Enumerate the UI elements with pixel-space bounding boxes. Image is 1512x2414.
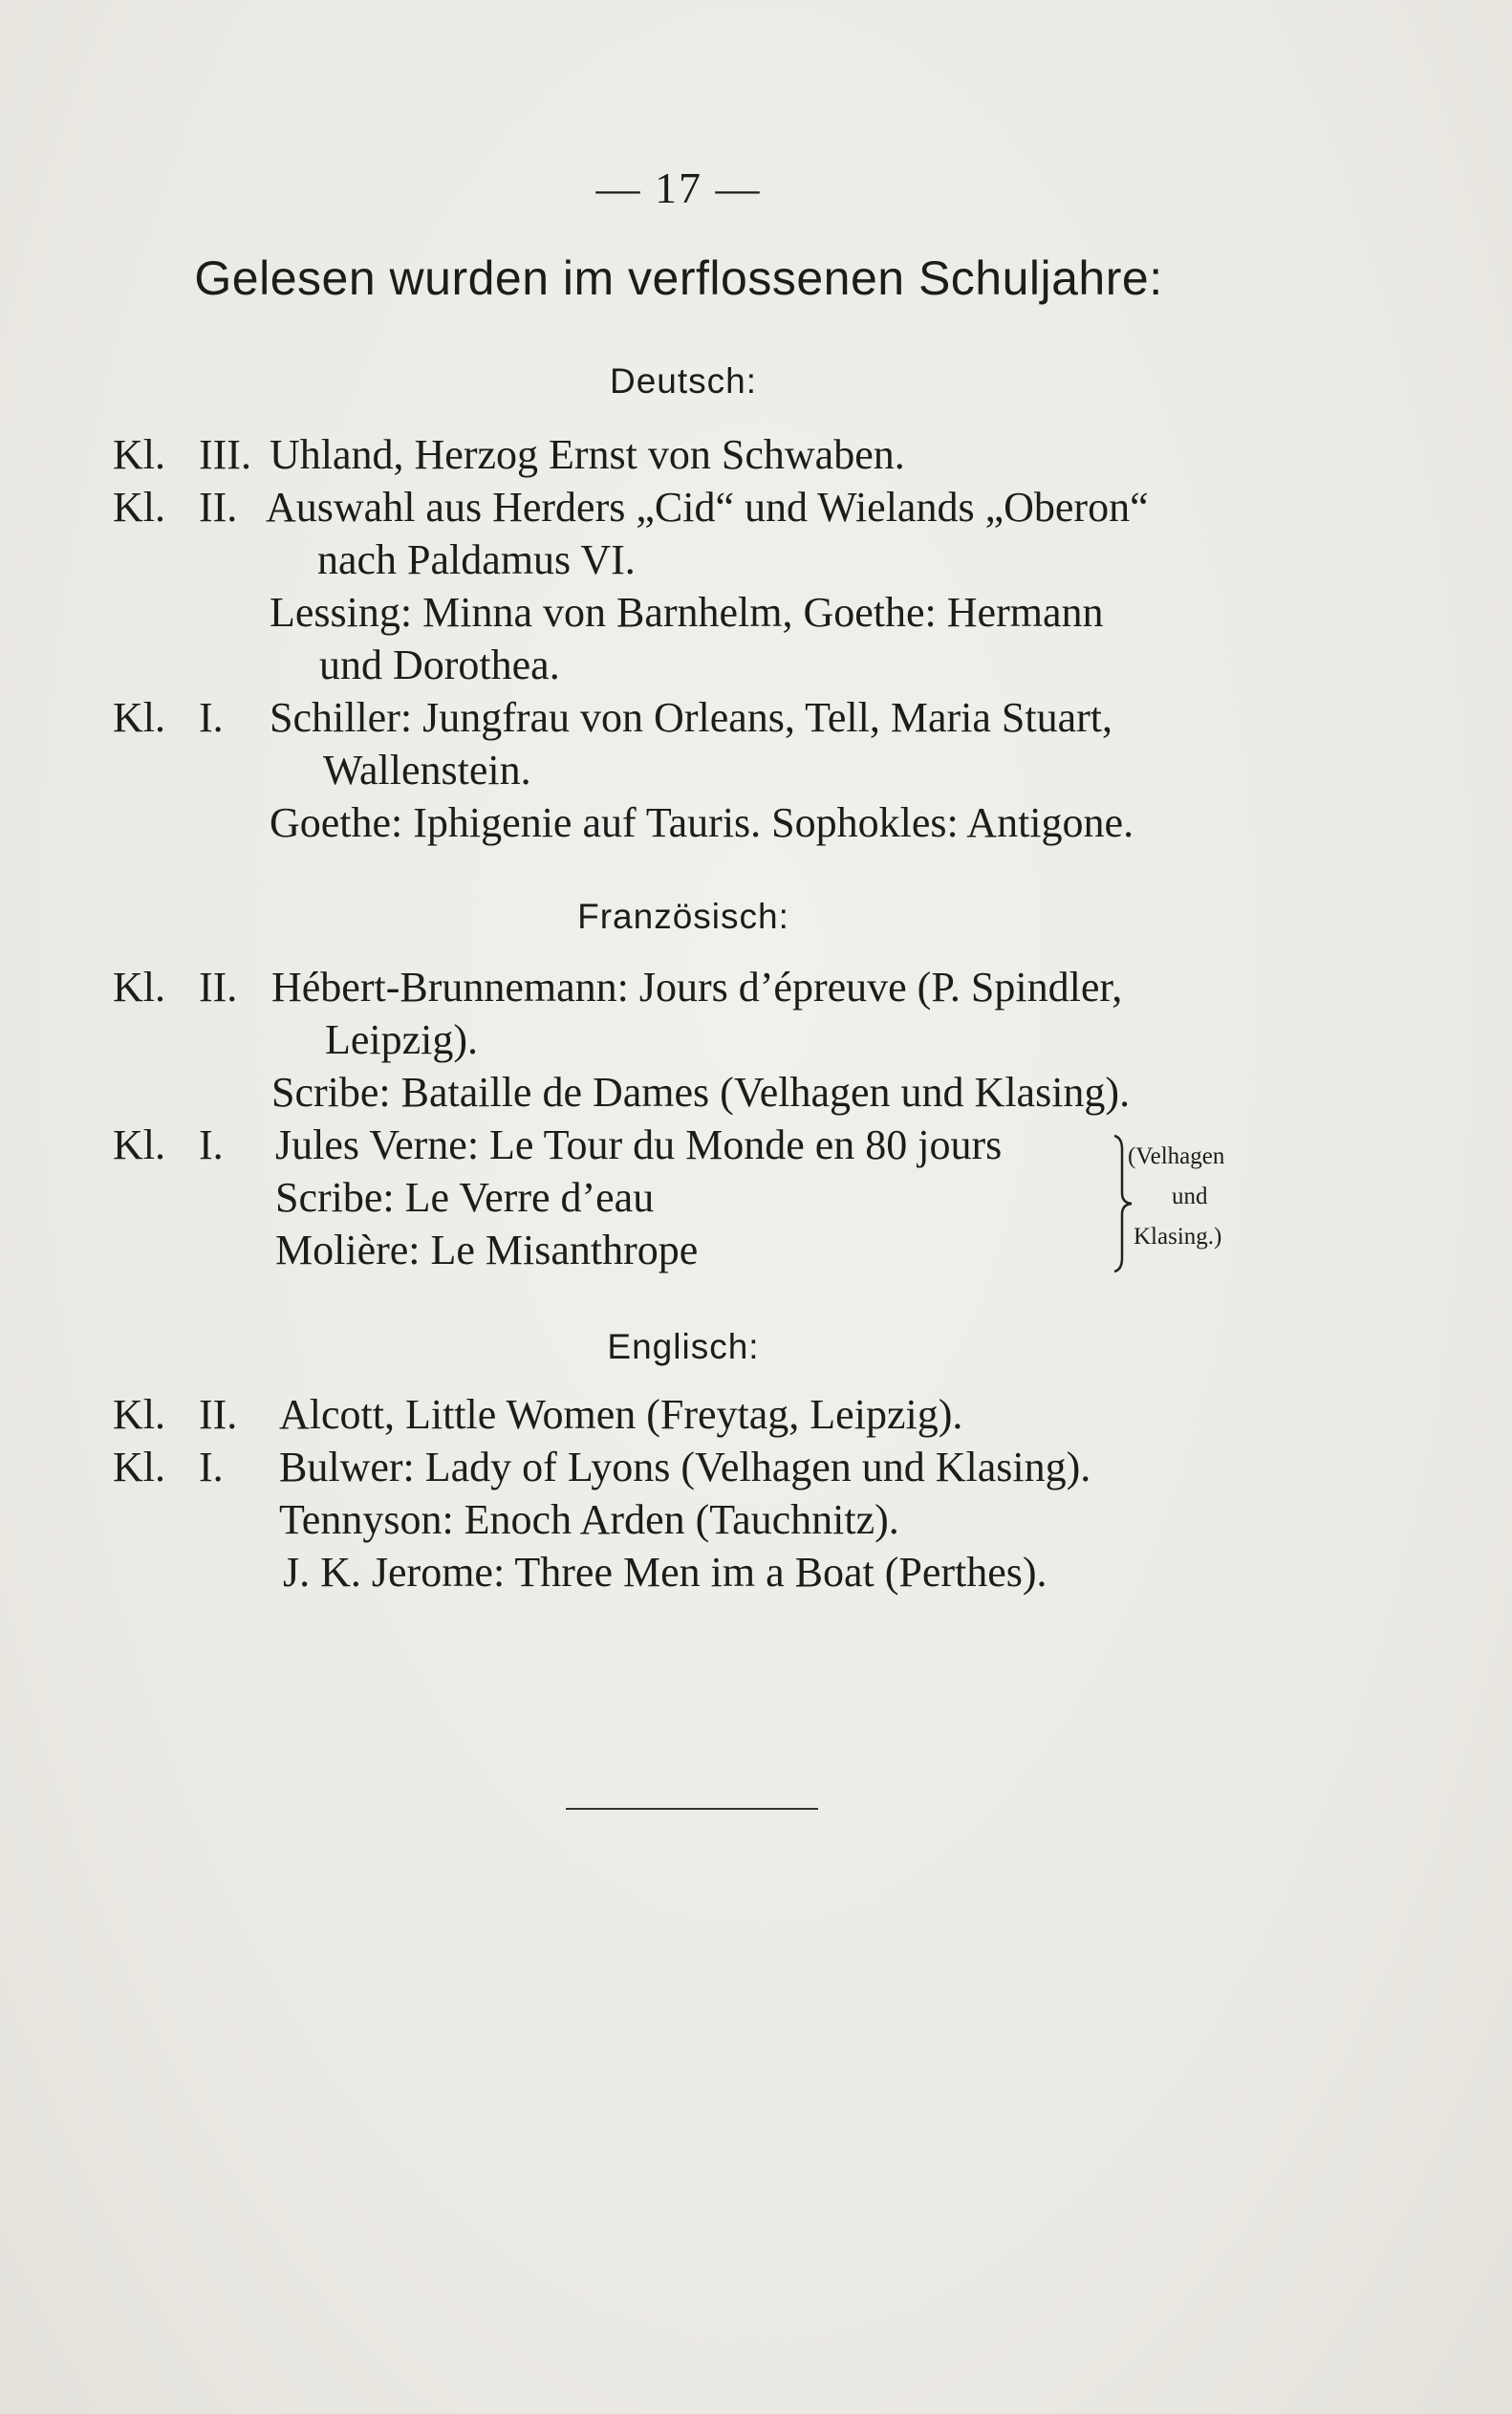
class-number: I. [199,1121,224,1168]
publisher-note: Klasing.) [1134,1224,1222,1250]
class-label [113,963,238,1011]
reading-entry: Lessing: Minna von Barnhelm, Goethe: Hermann [270,589,1104,636]
reading-entry: Schiller: Jungfrau von Orleans, Tell, Maria Stuart, [270,694,1113,741]
reading-entry: Tennyson: Enoch Arden (Tauchnitz). [279,1496,899,1543]
reading-entry: Goethe: Iphigenie auf Tauris. Sophokles: Antigone. [270,799,1134,846]
class-number: I. [199,694,224,741]
class-prefix: Kl. [113,484,165,531]
class-number: III. [199,431,251,478]
class-label [113,693,224,742]
class-prefix: Kl. [113,694,165,741]
section-heading-englisch: Englisch: [607,1327,760,1366]
class-number: I. [199,1444,224,1490]
reading-entry-continuation: Wallenstein. [323,747,531,794]
reading-entry: Scribe: Le Verre d’eau [275,1174,655,1221]
reading-entry: Alcott, Little Women (Freytag, Leipzig). [279,1391,963,1438]
reading-entry: Jules Verne: Le Tour du Monde en 80 jours [275,1121,1003,1168]
class-label [113,430,251,479]
reading-entry: Uhland, Herzog Ernst von Schwaben. [270,431,905,478]
publisher-note: und [1172,1184,1208,1209]
class-label [113,1120,224,1169]
class-label [113,1390,238,1439]
section-heading-franzoesisch: Französisch: [577,897,789,936]
page-title: Gelesen wurden im verflossenen Schuljahre: [194,251,1163,305]
reading-entry: Scribe: Bataille de Dames (Velhagen und Klasing). [271,1069,1131,1116]
section-heading-deutsch: Deutsch: [609,361,757,401]
class-prefix: Kl. [113,1391,165,1438]
reading-entry-continuation: Leipzig). [325,1016,479,1063]
class-number: II. [199,484,238,531]
closing-rule [566,1808,818,1810]
reading-entry: Auswahl aus Herders „Cid“ und Wielands „Oberon“ [266,484,1149,531]
page-number: — 17 — [595,163,762,212]
class-number: II. [199,1391,238,1438]
reading-entry-continuation: und Dorothea. [319,642,560,688]
publisher-note: (Velhagen [1128,1143,1225,1169]
reading-entry: Molière: Le Misanthrope [275,1227,699,1273]
class-prefix: Kl. [113,431,165,478]
reading-entry-continuation: nach Paldamus VI. [317,536,636,583]
reading-entry: Bulwer: Lady of Lyons (Velhagen und Klasing). [279,1444,1091,1490]
class-prefix: Kl. [113,1121,165,1168]
class-label [113,1443,224,1491]
class-prefix: Kl. [113,964,165,1011]
reading-entry: Hébert-Brunnemann: Jours d’épreuve (P. Spindler, [271,964,1123,1011]
class-prefix: Kl. [113,1444,165,1490]
class-label [113,483,238,532]
reading-entry: J. K. Jerome: Three Men im a Boat (Perthes). [283,1549,1048,1596]
class-number: II. [199,964,238,1011]
